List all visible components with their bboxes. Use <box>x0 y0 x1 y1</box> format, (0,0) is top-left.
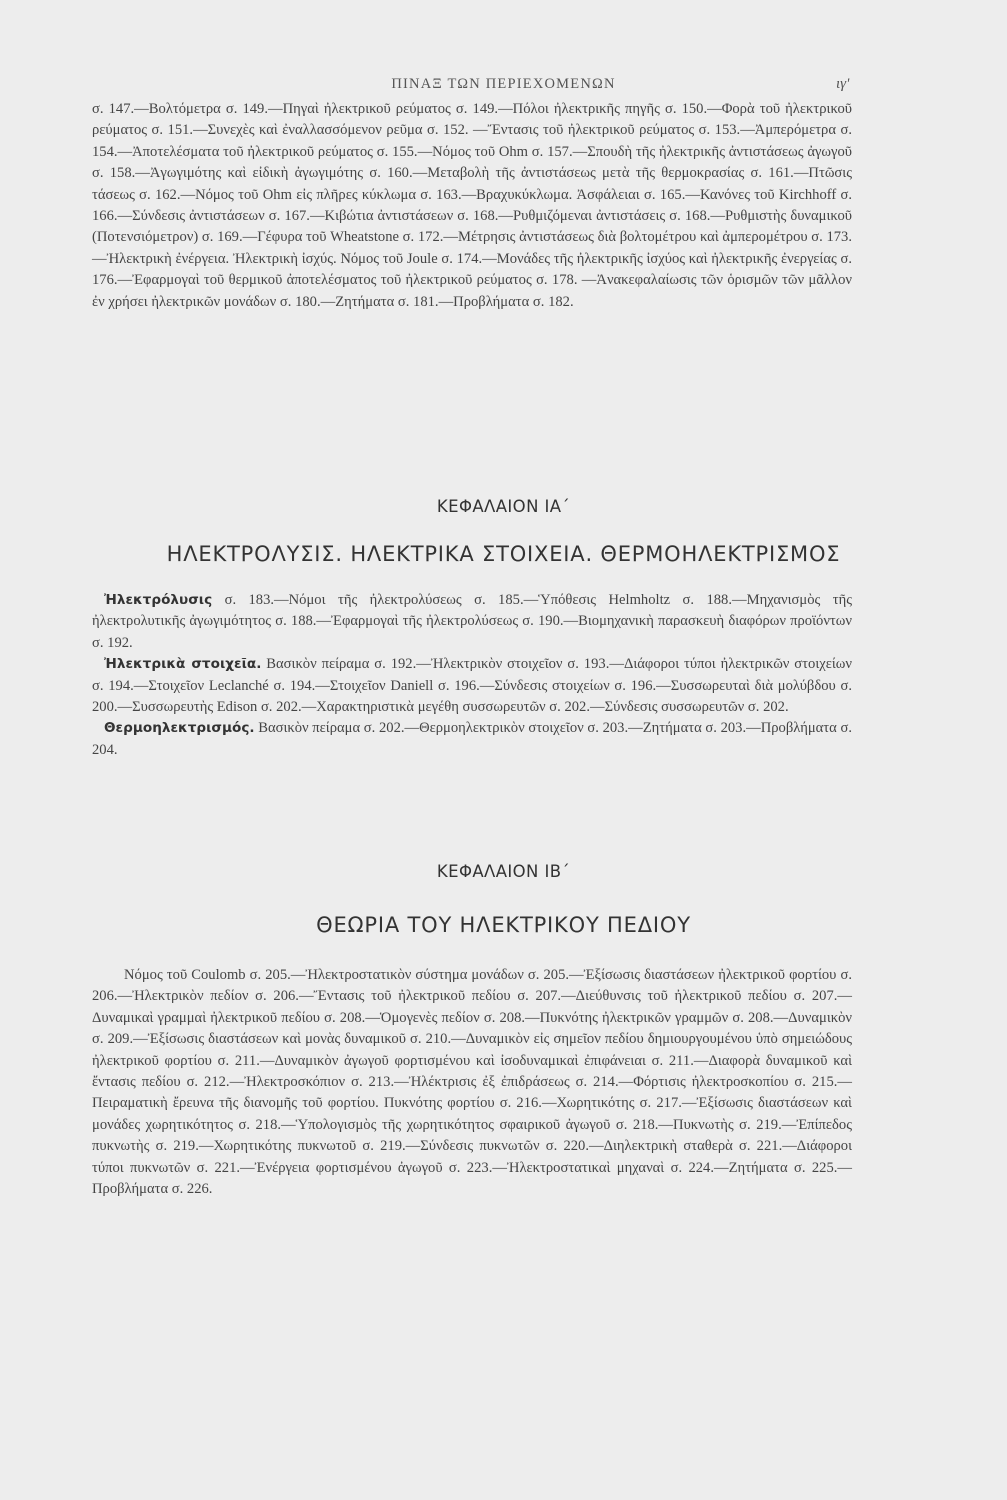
chapter-11-contents <box>92 590 852 761</box>
section-thermoelectricity <box>92 718 852 761</box>
page-number: ιγ' <box>836 76 850 92</box>
chapter-11-title: ΗΛΕΚΤΡΟΛΥΣΙΣ. ΗΛΕΚΤΡΙΚΑ ΣΤΟΙΧΕΙΑ. ΘΕΡΜΟΗΛΕΚΤΡΙΣΜΟΣ <box>166 542 841 566</box>
running-head: ΠΙΝΑΞ ΤΩΝ ΠΕΡΙΕΧΟΜΕΝΩΝ <box>391 76 616 92</box>
chapter-11-label: ΚΕΦΑΛΑΙΟΝ ΙΑ΄ <box>436 497 571 516</box>
section-lead: Ἠλεκτρικὰ στοιχεῖα. <box>104 656 262 673</box>
section-electrolysis <box>92 590 852 654</box>
continued-contents-block <box>92 99 852 313</box>
section-electric-cells <box>92 654 852 718</box>
section-entries: σ. 183.—Νόμοι τῆς ἠλεκτρολύσεως σ. 185.—Ὑπόθεσις Helmholtz σ. 188.—Μηχανισμὸς τῆς ἠλεκτρολυτικῆς ἀγωγιμότητος σ. 188.—Ἐφαρμογαὶ τῆς ἠλεκτρολύσεως σ. 190.—Βιομηχανικὴ παρασκευὴ διαφόρων προϊόντων σ. 192. <box>92 592 852 651</box>
chapter-12-entries: Νόμος τοῦ Coulomb σ. 205.—Ἠλεκτροστατικὸν σύστημα μονάδων σ. 205.—Ἐξίσωσις διαστάσεων ἠλεκτρικοῦ φορτίου σ. 206.—Ἠλεκτρικὸν πεδίον σ. 206.—Ἔντασις τοῦ ἠλεκτρικοῦ πεδίου σ. 207.—Διεύθυνσις τοῦ ἠλεκτρικοῦ πεδίου σ. 207.—Δυναμικαὶ γραμμαὶ ἠλεκτρικοῦ πεδίου σ. 208.—Ὁμογενὲς πεδίον σ. 208.—Πυκνότης ἠλεκτρικῶν γραμμῶν σ. 208.—Δυναμικὸν σ. 209.—Ἐξίσωσις διαστάσεων καὶ μονὰς δυναμικοῦ σ. 210.—Δυναμικὸν εἰς σημεῖον πεδίου δημιουργουμένου ὑπὸ σημειώδους ἠλεκτρικοῦ φορτίου σ. 211.—Δυναμικὸν ἀγωγοῦ φορτισμένου καὶ ἰσοδυναμικαὶ ἐπιφάνειαι σ. 211.—Διαφορὰ δυναμικοῦ καὶ ἔντασις πεδίου σ. 212.—Ἠλεκτροσκόπιον σ. 213.—Ἠλέκτρισις ἐξ ἐπιδράσεως σ. 214.—Φόρτισις ἠλεκτροσκοπίου σ. 215.—Πειραματικὴ ἔρευνα τῆς διανομῆς τοῦ φορτίου. Πυκνότης φορτίου σ. 216.—Χωρητικότης σ. 217.—Ἐξίσωσις διαστάσεων καὶ μονάδες χωρητικότητος σ. 218.—Ὑπολογισμὸς τῆς χωρητικότητος σφαιρικοῦ ἀγωγοῦ σ. 218.—Πυκνωτὴς σ. 219.—Ἐπίπεδος πυκνωτὴς σ. 219.—Χωρητικότης πυκνωτοῦ σ. 219.—Σύνδεσις πυκνωτῶν σ. 220.—Διηλεκτρικὴ σταθερὰ σ. 221.—Διάφοροι τύποι πυκνωτῶν σ. 221.—Ἐνέργεια φορτισμένου ἀγωγοῦ σ. 223.—Ἠλεκτροστατικαὶ μηχαναὶ σ. 224.—Ζητήματα σ. 225.—Προβλήματα σ. 226. <box>92 967 852 1198</box>
section-lead: Θερμοηλεκτρισμός. <box>104 720 255 737</box>
section-lead: Ἠλεκτρόλυσις <box>104 592 213 608</box>
section-entries: Βασικὸν πείραμα σ. 192.—Ἠλεκτρικὸν στοιχεῖον σ. 193.—Διάφοροι τύποι ἠλεκτρικῶν στοιχείων σ. 194.—Στοιχεῖον Leclanché σ. 194.—Στοιχεῖον Daniell σ. 196.—Σύνδεσις στοιχείων σ. 196.—Συσσωρευταὶ διὰ μολύβδου σ. 200.—Συσσωρευτὴς Edison σ. 202.—Χαρακτηριστικὰ μεγέθη συσσωρευτῶν σ. 202.—Σύνδεσις συσσωρευτῶν σ. 202. <box>92 656 852 716</box>
continued-contents-text: σ. 147.—Βολτόμετρα σ. 149.—Πηγαὶ ἠλεκτρικοῦ ρεύματος σ. 149.—Πόλοι ἠλεκτρικῆς πηγῆς σ. 150.—Φορὰ τοῦ ἠλεκτρικοῦ ρεύματος σ. 151.—Συνεχὲς καὶ ἐναλλασσόμενον ρεῦμα σ. 152. —Ἔντασις τοῦ ἠλεκτρικοῦ ρεύματος σ. 153.—Ἀμπερόμετρα σ. 154.—Ἀποτελέσματα τοῦ ἠλεκτρικοῦ ρεύματος σ. 155.—Νόμος τοῦ Ohm σ. 157.—Σπουδὴ τῆς ἠλεκτρικῆς ἀντιστάσεως ἀγωγοῦ σ. 158.—Ἀγωγιμότης καὶ εἰδικὴ ἀγωγιμότης σ. 160.—Μεταβολὴ τῆς ἀντιστάσεως μετὰ τῆς θερμοκρασίας σ. 161.—Πτῶσις τάσεως σ. 162.—Νόμος τοῦ Ohm εἰς πλῆρες κύκλωμα σ. 163.—Βραχυκύκλωμα. Ἀσφάλειαι σ. 165.—Κανόνες τοῦ Kirchhoff σ. 166.—Σύνδεσις ἀντιστάσεων σ. 167.—Κιβώτια ἀντιστάσεων σ. 168.—Ρυθμιζόμεναι ἀντιστάσεις σ. 168.—Ρυθμιστὴς δυναμικοῦ (Ποτενσιόμετρον) σ. 169.—Γέφυρα τοῦ Wheatstone σ. 172.—Μέτρησις ἀντιστάσεως διὰ βολτομέτρου καὶ ἀμπερομέτρου σ. 173.—Ἠλεκτρικὴ ἐνέργεια. Ἠλεκτρικὴ ἰσχύς. Νόμος τοῦ Joule σ. 174.—Μονάδες τῆς ἠλεκτρικῆς ἰσχύος καὶ ἠλεκτρικῆς ἐνεργείας σ. 176.—Ἐφαρμογαὶ τοῦ θερμικοῦ ἀποτελέσματος τοῦ ἠλεκτρικοῦ ρεύματος σ. 178. —Ἀνακεφαλαίωσις τῶν ὁρισμῶν τῶν μᾶλλον ἐν χρήσει ἠλεκτρικῶν μονάδων σ. 180.—Ζητήματα σ. 181.—Προβλήματα σ. 182. <box>92 101 852 310</box>
chapter-12-title: ΘΕΩΡΙΑ ΤΟΥ ΗΛΕΚΤΡΙΚΟΥ ΠΕΔΙΟΥ <box>316 913 691 937</box>
chapter-12-label: ΚΕΦΑΛΑΙΟΝ ΙΒ΄ <box>436 862 571 881</box>
chapter-12-contents <box>92 965 852 1200</box>
section-entries: Βασικὸν πείραμα σ. 202.—Θερμοηλεκτρικὸν στοιχεῖον σ. 203.—Ζητήματα σ. 203.—Προβλήματα σ. 204. <box>92 720 852 758</box>
